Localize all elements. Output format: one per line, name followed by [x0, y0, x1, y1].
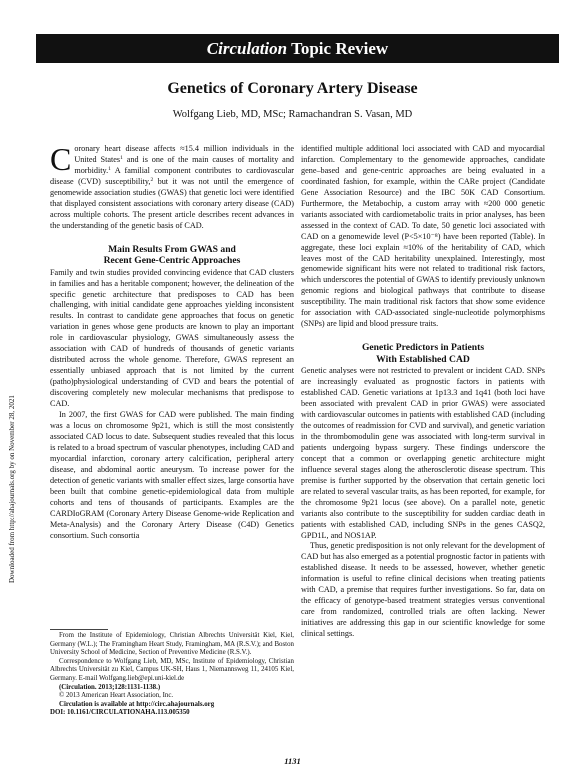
copyright-note: © 2013 American Heart Association, Inc. [59, 692, 174, 700]
right-column [301, 144, 545, 640]
footnote-divider [50, 629, 108, 630]
author-list: Wolfgang Lieb, MD, MSc; Ramachandran S. Vasan, MD [172, 109, 413, 120]
download-watermark: Downloaded from http://ahajournals.org by on November 28, 2021 [8, 395, 16, 583]
body-paragraph: Family and twin studies provided convincing evidence that CAD clusters in families and has a heritable component; however, the delineation of the specific genetic architecture that predisposes to CAD has been challenging, with initial candidate gene approaches yielding inconsistent results. In contrast to candidate gene approaches that focus on genetic variation in genes whose gene products are known to play an important role in cardiovascular physiology, GWAS simultaneously assess the association with CAD of hundreds of thousands of genetic variants distributed across the whole genome. Therefore, GWAS represent an essentially unbiased approach that is not limited by the current (patho)physiological understanding of CVD and bears the potential of discovering completely new molecular mechanisms that predispose to CAD. [50, 267, 294, 409]
section-heading-gwas: Main Results From GWAS and Recent Gene-Centric Approaches [103, 243, 241, 267]
doi-note: DOI: 10.1161/CIRCULATIONAHA.113.005350 [50, 709, 190, 717]
left-column [50, 141, 295, 541]
section-heading-predictors: Genetic Predictors in Patients With Established CAD [361, 342, 485, 365]
body-paragraph: Thus, genetic predisposition is not only relevant for the development of CAD but has also emerged as a potential prognostic factor in patients with established disease. It needs to be assessed, however, whether genetic information is useful to refine clinical decisions when treating patients with CAD, a premise that requires further investigations. So far, data on the efficacy of genotype-based treatment strategies versus conventional care from randomized, controlled trials are often lacking. Newer initiatives are addressing this gap in our scientific knowledge for some clinical settings. [301, 541, 545, 639]
body-paragraph: Genetic analyses were not restricted to prevalent or incident CAD. SNPs are increasingly evaluated as prognostic factors in patients with established CAD. Genetic variations at 1p13.3 and 1q41 (both loci have been associated with prevalent CAD in prior GWAS) were associated with cardiovascular outcomes in patients with established CAD (including the outcomes of readmission for CVD and survival), and genetic variation in the thrombomodulin gene was associated with long-term survival in patients undergoing bypass surgery. These findings underscore the concept that a common or overlapping genetic architecture might influence several stages along the atherosclerotic disease spectrum. This premise is further supported by the observation that certain genetic loci are related to several vascular traits, as has been reported, for example, for the chromosome 9p21 locus (see above). On a parallel note, genetic variants also contribute to the susceptibility for sudden cardiac death in patients with established CAD, including SNPs in the genes CASQ2, GPD1L, and NOS1AP. [301, 366, 545, 540]
availability-note: Circulation is available at http://circ.ahajournals.org [59, 700, 215, 708]
drop-cap: C [50, 141, 72, 177]
article-title: Genetics of Coronary Artery Disease [167, 80, 418, 97]
body-paragraph: identified multiple additional loci associated with CAD and myocardial infarction. Complementary to the genomewide approaches, candidate gene–based and gene-centric approaches are being evaluated in a coordinated fashion, for example, within the CARe project (Candidate Gene Association Resource) and the IBC 50K CAD Consortium. Furthermore, the Metabochip, a custom array with ≈200 000 genetic variants associated with cardiometabolic traits in prior analyses, has been assessed in the context of CAD. To date, 50 genetic loci associated with CAD on a genomewide level (P<5×10⁻⁸) have been reported (Table). In aggregate, these loci explain ≈10% of the heritability of CAD, which leaves most of the CAD heritability unexplained. Interestingly, most genomewide significant hits were not related to traditional risk factors, which underscores the potential of GWAS to identify previously unknown genomic regions and biological pathways that contribute to disease susceptibility. The main traditional risk factors that show some evidence for association with CAD-associated single-nucleotide polymorphisms (SNPs) are lipid and blood pressure traits. [301, 144, 545, 329]
page-number: 1131 [284, 756, 301, 766]
footnotes [50, 632, 294, 718]
body-paragraph: In 2007, the first GWAS for CAD were published. The main finding was a locus on chromosome 9p21, which is still the most consistently associated CAD locus to date. Subsequent studies revealed that this locus is related to a broad spectrum of vascular phenotypes, including CAD and myocardial infarction, coronary artery calcification, peripheral artery disease, and abdominal aortic aneurysm. To increase power for the detection of genetic variants with smaller effect sizes, large consortia have been built that combine genetic-epidemiological data from multiple cohorts and tens of thousands of participants. Examples are the CARDIoGRAM (Coronary Artery Disease Genome-wide Replication and Meta-Analysis) and the Coronary Artery Disease (C4D) Genetics consortium. Such consortia [50, 410, 294, 540]
section-banner: Circulation Topic Review [36, 34, 559, 63]
affiliation-note: From the Institute of Epidemiology, Christian Albrechts Universität Kiel, Kiel, Germany (W.L.); The Framingham Heart Study, Framingham, MA (R.S.V.); and Boston University School of Medicine, Section of Preventive Medicine (R.S.V.). [50, 632, 294, 657]
journal-link[interactable]: http://circ.ahajournals.org [136, 700, 215, 708]
citation-note: (Circulation. 2013;128:1131-1138.) [59, 683, 161, 691]
correspondence-note: Correspondence to Wolfgang Lieb, MD, MSc, Institute of Epidemiology, Christian Albrechts Universität zu Kiel, Campus UK-SH, Haus 1, Niemannsweg 11, 24105 Kiel, Germany. E-mail Wolfgang.lieb@epi.uni-kiel.de [50, 657, 294, 682]
intro-paragraph: Coronary heart disease affects ≈15.4 million individuals in the United States$^1$ and is one of the main causes of mortality and morbidity.$^1$ A familial component contributes to cardiovascular disease (CVD) susceptibility,$^2$ but it was not until the emergence of genomewide association studies (GWAS) that genetic loci were identified that displayed consistent associations with coronary artery disease (CAD) across multiple cohorts. The present article describes recent advances in the understanding of the genetic basis of CAD. [50, 141, 295, 230]
